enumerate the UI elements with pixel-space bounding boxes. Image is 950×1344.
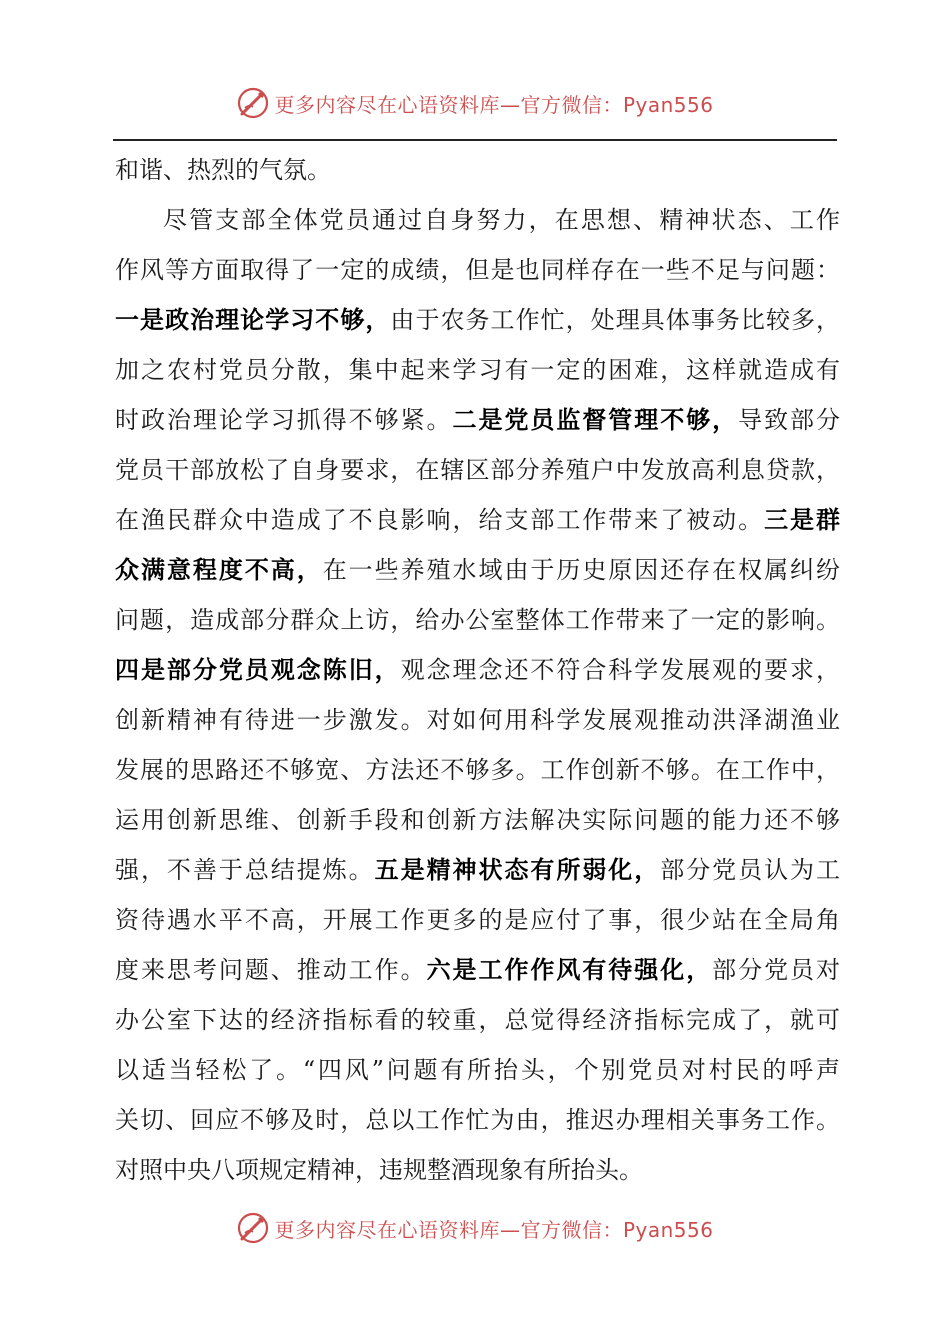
- body-text: 关切、回应不够及时，总以工作忙为由，推迟办理相关事务工作。: [115, 1106, 840, 1134]
- text-line: [115, 495, 840, 545]
- footer-banner-text: 更多内容尽在心语资料库—官方微信：Pyan556: [274, 1217, 714, 1242]
- body-text: 发展的思路还不够宽、方法还不够多。工作创新不够。在工作中，: [115, 756, 840, 784]
- bold-heading-text: 众满意程度不高，: [115, 555, 323, 584]
- body-text: 部分党员对: [712, 956, 840, 984]
- body-text: 时政治理论学习抓得不够紧。: [115, 406, 453, 434]
- text-line: [115, 645, 840, 695]
- body-text: 对照中央八项规定精神，违规整酒现象有所抬头。: [115, 1156, 643, 1184]
- text-line: [115, 1095, 840, 1145]
- text-line: [115, 195, 840, 245]
- body-text: 创新精神有待进一步激发。对如何用科学发展观推动洪泽湖渔业: [115, 706, 840, 734]
- text-line: [115, 945, 840, 995]
- text-line: [115, 345, 840, 395]
- body-text: 资待遇水平不高，开展工作更多的是应付了事，很少站在全局角: [115, 906, 840, 934]
- pen-logo-icon: [236, 86, 270, 120]
- document-body: [115, 145, 840, 1195]
- text-line: [115, 545, 840, 595]
- text-line: [115, 1045, 840, 1095]
- body-text: 问题，造成部分群众上访，给办公室整体工作带来了一定的影响。: [115, 606, 840, 634]
- header-banner: [0, 83, 950, 123]
- text-line: [115, 845, 840, 895]
- footer-banner: [0, 1208, 950, 1248]
- body-text: 在渔民群众中造成了不良影响，给支部工作带来了被动。: [115, 506, 765, 534]
- body-text: 加之农村党员分散，集中起来学习有一定的困难，这样就造成有: [115, 356, 840, 384]
- text-line: [115, 895, 840, 945]
- text-line: [115, 595, 840, 645]
- body-text: 导致部分: [738, 406, 840, 434]
- text-line: [115, 245, 840, 295]
- body-text: 以适当轻松了。“四风”问题有所抬头，个别党员对村民的呼声: [115, 1056, 840, 1084]
- body-text: 在一些养殖水域由于历史原因还存在权属纠纷: [322, 556, 840, 584]
- body-text: 由于农务工作忙，处理具体事务比较多，: [390, 306, 840, 334]
- text-line: [115, 795, 840, 845]
- body-text: 观念理念还不符合科学发展观的要求，: [400, 656, 840, 684]
- text-line: [115, 995, 840, 1045]
- body-text: 党员干部放松了自身要求，在辖区部分养殖户中发放高利息贷款，: [115, 456, 840, 484]
- bold-heading-text: 四是部分党员观念陈旧，: [115, 655, 401, 684]
- body-text: 和谐、热烈的气氛。: [115, 156, 331, 184]
- pen-logo-icon: [236, 1211, 270, 1245]
- bold-heading-text: 一是政治理论学习不够，: [115, 305, 391, 334]
- body-text: 部分党员认为工: [660, 856, 840, 884]
- bold-heading-text: 二是党员监督管理不够，: [452, 405, 739, 434]
- text-line: [115, 1145, 840, 1195]
- bold-heading-text: 五是精神状态有所弱化，: [374, 855, 661, 884]
- text-line: [115, 145, 840, 195]
- header-banner-text: 更多内容尽在心语资料库—官方微信：Pyan556: [274, 92, 714, 117]
- text-line: [115, 445, 840, 495]
- text-line: [115, 695, 840, 745]
- text-line: [115, 395, 840, 445]
- bold-heading-text: 六是工作作风有待强化，: [426, 955, 713, 984]
- body-text: 尽管支部全体党员通过自身努力，在思想、精神状态、工作: [163, 206, 840, 234]
- text-line: [115, 745, 840, 795]
- body-text: 办公室下达的经济指标看的较重，总觉得经济指标完成了，就可: [115, 1006, 840, 1034]
- text-line: [115, 295, 840, 345]
- header-divider: [113, 139, 837, 141]
- bold-heading-text: 三是群: [764, 505, 840, 534]
- body-text: 作风等方面取得了一定的成绩，但是也同样存在一些不足与问题：: [115, 256, 840, 284]
- body-text: 度来思考问题、推动工作。: [115, 956, 427, 984]
- body-text: 运用创新思维、创新手段和创新方法解决实际问题的能力还不够: [115, 806, 840, 834]
- body-text: 强，不善于总结提炼。: [115, 856, 375, 884]
